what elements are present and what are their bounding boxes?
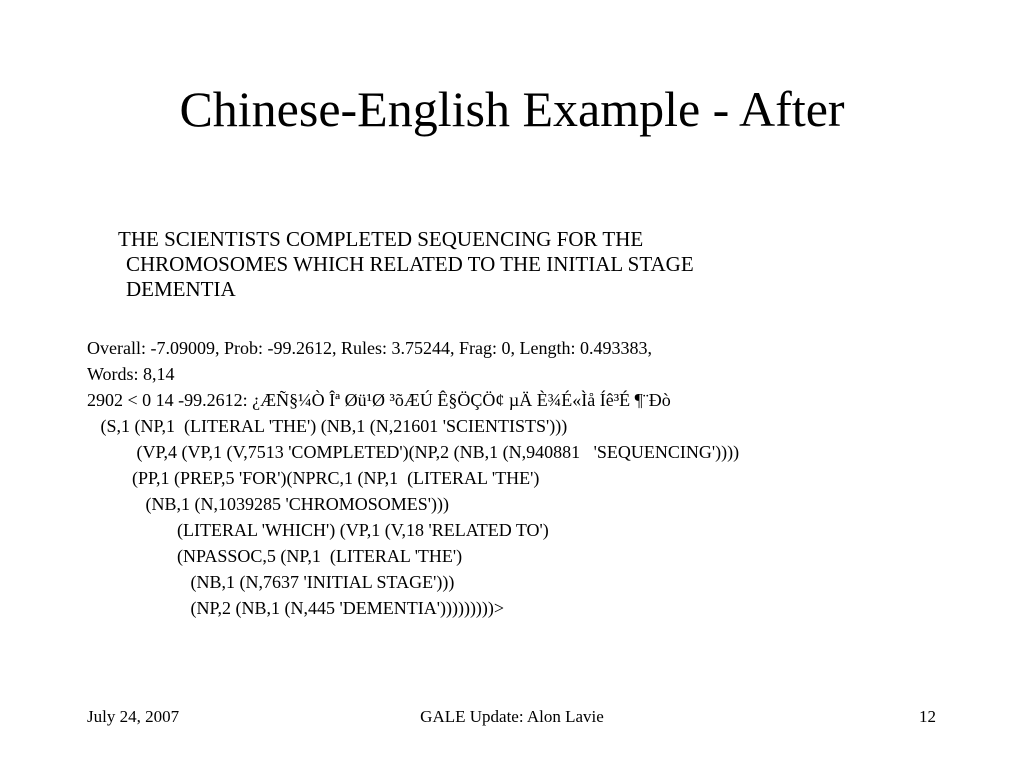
sentence-line: CHROMOSOMES WHICH RELATED TO THE INITIAL STAGE	[126, 252, 694, 276]
parse-tree-line: (NB,1 (N,7637 'INITIAL STAGE')))	[87, 572, 455, 592]
parse-tree-line: (LITERAL 'WHICH') (VP,1 (V,18 'RELATED TO')	[87, 520, 549, 540]
parse-tree-line: (S,1 (NP,1 (LITERAL 'THE') (NB,1 (N,21601 'SCIENTISTS')))	[87, 416, 568, 436]
slide-title: Chinese-English Example - After	[179, 81, 845, 137]
footer-date: July 24, 2007	[87, 707, 180, 726]
parse-tree-line: (NB,1 (N,1039285 'CHROMOSOMES')))	[87, 494, 449, 514]
parse-output	[87, 335, 739, 621]
sentence-line: THE SCIENTISTS COMPLETED SEQUENCING FOR THE	[118, 227, 644, 251]
translated-sentence	[118, 227, 878, 302]
parse-tree-line: (NP,2 (NB,1 (N,445 'DEMENTIA')))))))))>	[87, 598, 505, 618]
slide-number: 12	[919, 707, 936, 726]
parse-tree-line: (PP,1 (PREP,5 'FOR')(NPRC,1 (NP,1 (LITERAL 'THE')	[87, 468, 540, 488]
parse-tree-line: (VP,4 (VP,1 (V,7513 'COMPLETED')(NP,2 (NB,1 (N,940881 'SEQUENCING'))))	[87, 442, 740, 462]
parse-tree-line: (NPASSOC,5 (NP,1 (LITERAL 'THE')	[87, 546, 463, 566]
sentence-line: DEMENTIA	[126, 277, 236, 301]
footer-presenter: GALE Update: Alon Lavie	[420, 707, 604, 726]
output-line-words: Words: 8,14	[87, 364, 175, 384]
output-line-source: 2902 < 0 14 -99.2612: ¿ÆÑ§¼Ò Îª Øü¹Ø ³õÆÚ Ê§ÖÇÖ¢ µÄ È¾É«Ìå Íê³É ¶¨Ðò	[87, 390, 671, 410]
output-line-score: Overall: -7.09009, Prob: -99.2612, Rules: 3.75244, Frag: 0, Length: 0.493383,	[87, 338, 652, 358]
